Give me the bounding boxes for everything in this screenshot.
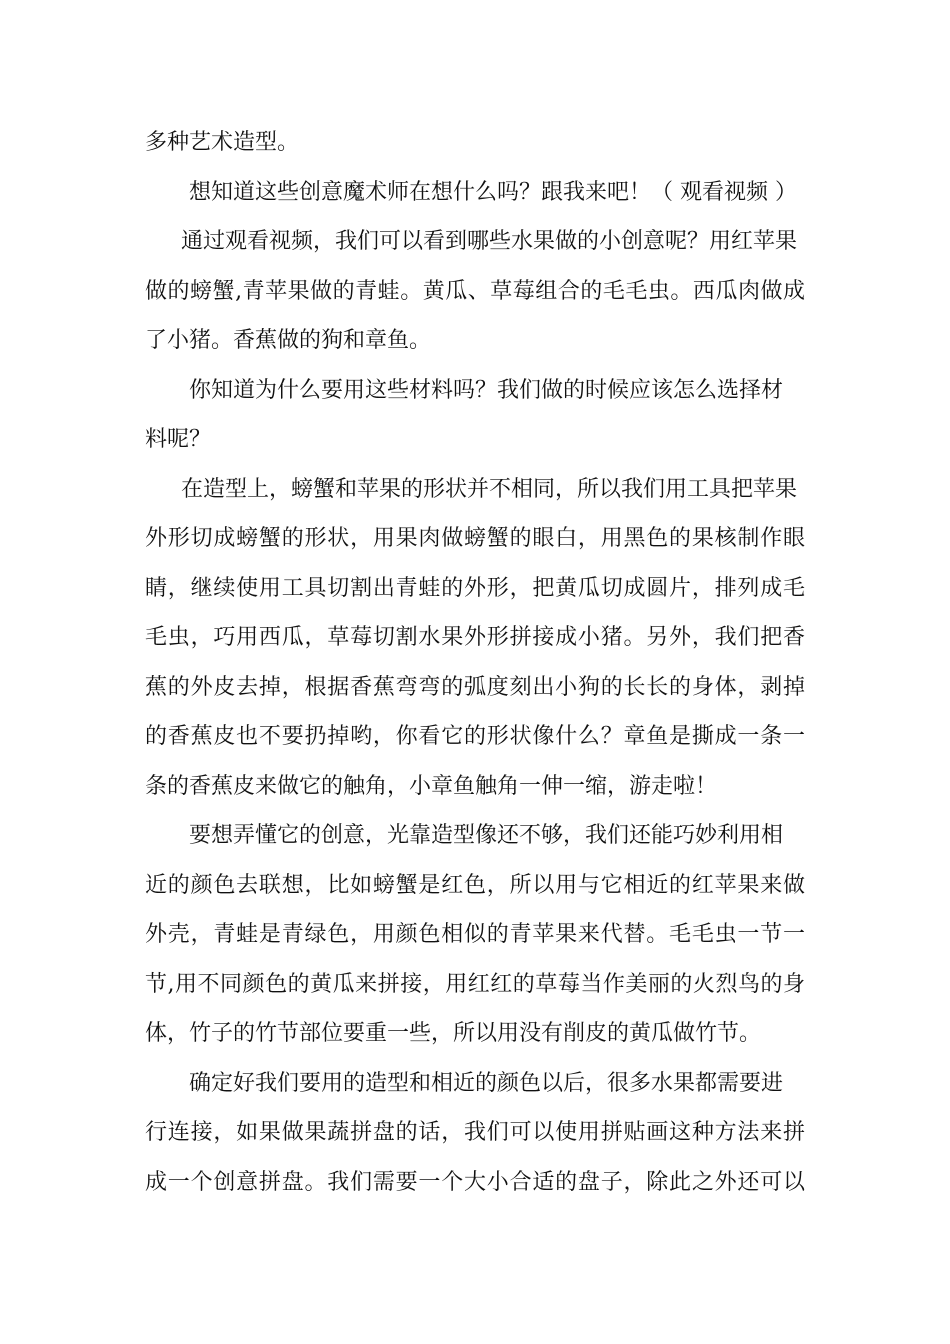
text-line: 近的颜色去联想，比如螃蟹是红色，所以用与它相近的红苹果来做 [145,872,805,898]
text-line: 要想弄懂它的创意，光靠造型像还不够，我们还能巧妙利用相 [189,823,784,848]
text-line: 多种艺术造型。 [145,130,300,155]
text-line: 确定好我们要用的造型和相近的颜色以后，很多水果都需要进 [189,1070,784,1096]
text-line: 想知道这些创意魔术师在想什么吗？跟我来吧！（ 观看视频 ） [189,179,797,205]
text-line: 体，竹子的竹节部位要重一些，所以用没有削皮的黄瓜做竹节。 [145,1021,762,1046]
text-line: 通过观看视频，我们可以看到哪些水果做的小创意呢？用红苹果 [181,229,798,254]
text-line: 做的螃蟹,青苹果做的青蛙。黄瓜、草莓组合的毛毛虫。西瓜肉做成 [145,278,805,304]
text-line: 料呢？ [145,427,212,452]
text-line: 的香蕉皮也不要扔掉哟，你看它的形状像什么？章鱼是撕成一条一 [145,724,805,749]
text-line: 了小猪。香蕉做的狗和章鱼。 [145,328,432,353]
text-line: 外形切成螃蟹的形状，用果肉做螃蟹的眼白，用黑色的果核制作眼 [145,526,805,551]
text-line: 外壳，青蛙是青绿色，用颜色相似的青苹果来代替。毛毛虫一节一 [145,922,805,947]
text-line: 蕉的外皮去掉，根据香蕉弯弯的弧度刻出小狗的长长的身体，剥掉 [145,674,805,700]
text-line: 你知道为什么要用这些材料吗？我们做的时候应该怎么选择材 [189,377,784,403]
text-line: 行连接，如果做果蔬拼盘的话，我们可以使用拼贴画这种方法来拼 [145,1120,805,1145]
text-line: 条的香蕉皮来做它的触角，小章鱼触角一伸一缩，游走啦！ [145,773,718,799]
text-line: 在造型上，螃蟹和苹果的形状并不相同，所以我们用工具把苹果 [181,476,798,502]
text-line: 成一个创意拼盘。我们需要一个大小合适的盘子，除此之外还可以 [145,1169,805,1195]
text-line: 节,用不同颜色的黄瓜来拼接，用红红的草莓当作美丽的火烈鸟的身 [145,971,805,997]
text-line: 毛虫，巧用西瓜，草莓切割水果外形拼接成小猪。另外，我们把香 [145,625,805,650]
text-line: 睛，继续使用工具切割出青蛙的外形，把黄瓜切成圆片，排列成毛 [145,575,805,601]
body-text [145,118,805,1207]
